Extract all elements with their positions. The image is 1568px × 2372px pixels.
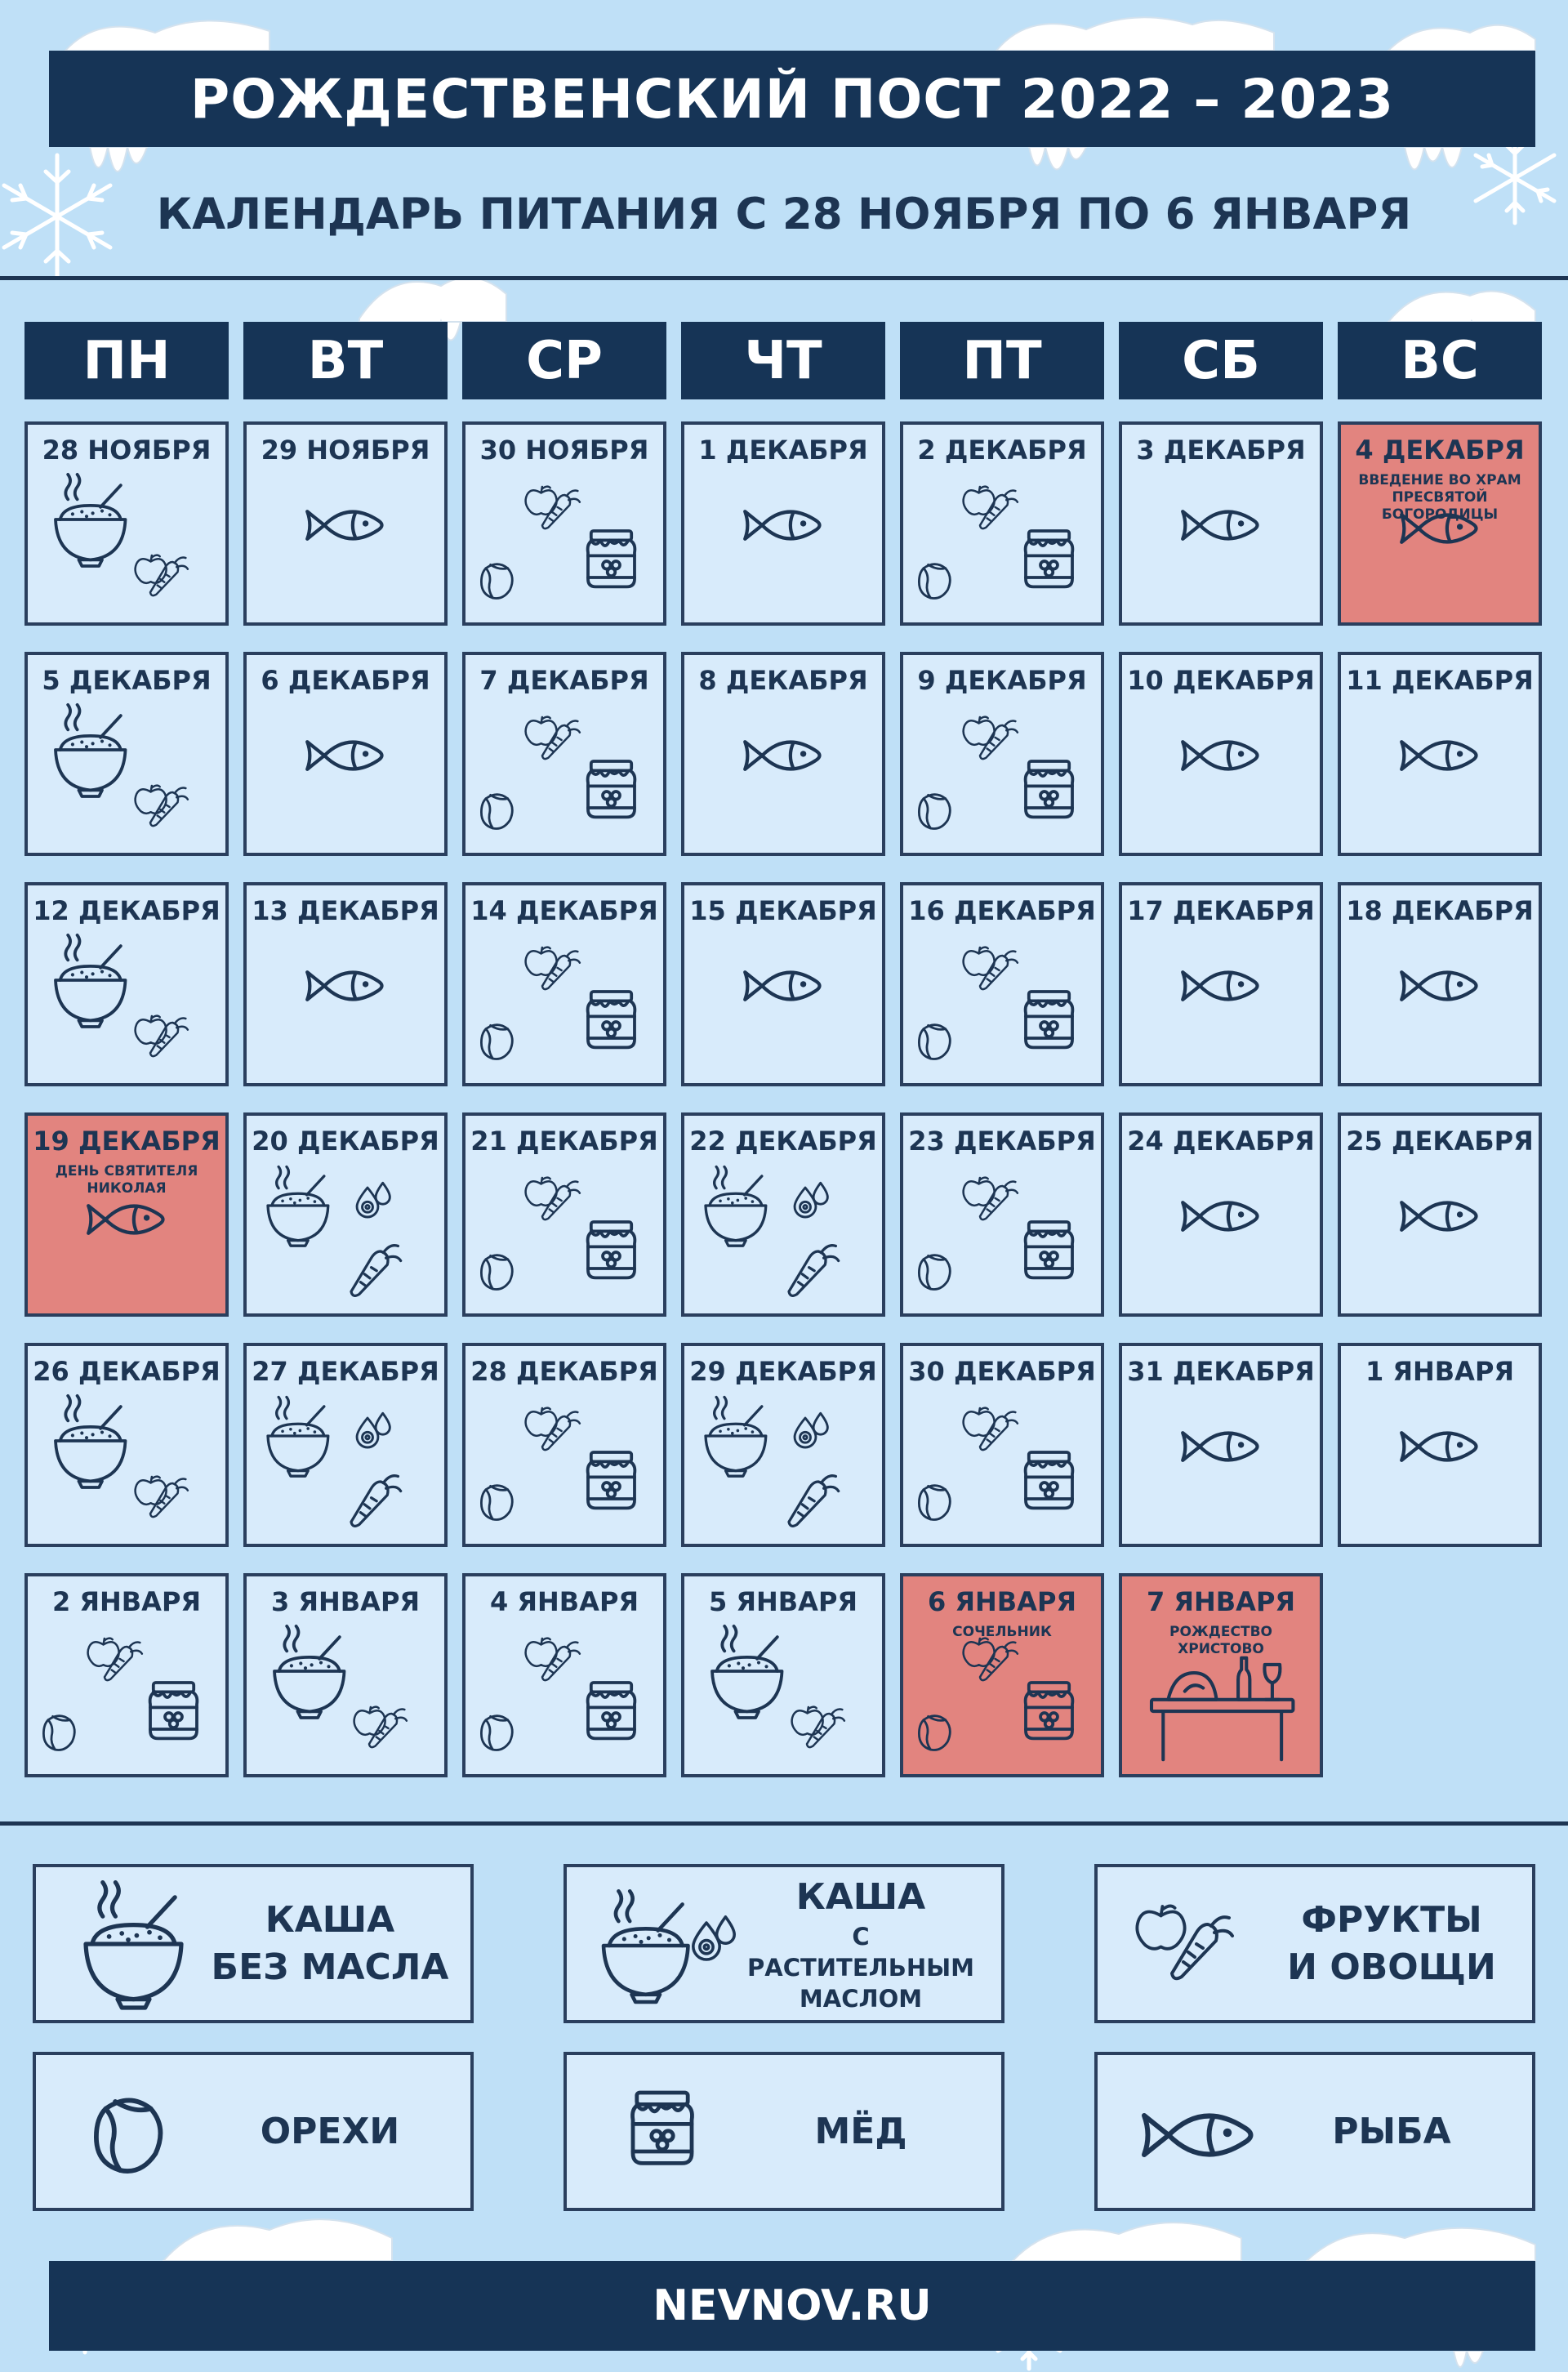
porridge-no-oil-icon [28,1385,225,1540]
fish-icon [1122,1155,1320,1310]
legend-label: ОРЕХИ [260,2110,400,2152]
calendar-date: 1 ДЕКАБРЯ [698,435,868,466]
weekday-header-sun: ВС [1338,322,1542,399]
legend-label: БЕЗ МАСЛА [211,1946,449,1988]
fruit-nuts-honey-icon [903,1616,1101,1771]
calendar-date: 7 ДЕКАБРЯ [479,665,649,696]
fish-icon [1341,500,1539,622]
nut-icon [49,2068,220,2199]
calendar-date: 6 ДЕКАБРЯ [261,665,430,696]
fruit-nuts-honey-icon [466,1616,663,1771]
fruit-vegetable-icon [1111,1880,1282,2011]
calendar-date: 5 ДЕКАБРЯ [42,665,212,696]
fish-icon [1341,925,1539,1080]
calendar-day [900,652,1104,856]
calendar-day [681,1112,885,1317]
calendar-day [681,1343,885,1547]
calendar-day [462,652,666,856]
holiday-note: РОЖДЕСТВО ХРИСТОВО [1169,1624,1272,1657]
calendar-day [243,882,448,1086]
fish-icon [1122,694,1320,849]
calendar-date: 20 ДЕКАБРЯ [252,1126,439,1157]
calendar-day [1119,882,1323,1086]
fish-icon [684,464,882,619]
calendar-day [900,421,1104,626]
calendar-date: 5 ЯНВАРЯ [708,1586,858,1617]
divider-bottom [0,1821,1568,1826]
calendar-day [24,421,229,626]
calendar-date: 16 ДЕКАБРЯ [908,895,1096,926]
calendar-date: 14 ДЕКАБРЯ [470,895,658,926]
fish-icon [1122,925,1320,1080]
calendar-day [1119,421,1323,626]
calendar-date: 12 ДЕКАБРЯ [33,895,220,926]
calendar-day [462,1112,666,1317]
legend-label: И ОВОЩИ [1287,1946,1496,1988]
calendar-date: 13 ДЕКАБРЯ [252,895,439,926]
fruit-nuts-honey-icon [466,925,663,1080]
calendar-date: 3 ДЕКАБРЯ [1136,435,1306,466]
honey-jar-icon [580,2068,751,2199]
fish-icon [1122,1385,1320,1540]
calendar-date: 10 ДЕКАБРЯ [1127,665,1315,696]
calendar-day [24,882,229,1086]
weekday-header-tue: ВТ [243,322,448,399]
calendar-date: 29 ДЕКАБРЯ [689,1356,877,1387]
footer-website[interactable]: NEVNOV.RU [49,2261,1535,2351]
calendar-date: 21 ДЕКАБРЯ [470,1126,658,1157]
calendar-date: 31 ДЕКАБРЯ [1127,1356,1315,1387]
divider-top [0,276,1568,280]
calendar-date: 24 ДЕКАБРЯ [1127,1126,1315,1157]
holiday-note: СОЧЕЛЬНИК [952,1624,1052,1640]
calendar-date: 9 ДЕКАБРЯ [917,665,1087,696]
fish-icon [1341,694,1539,849]
porridge-oil-icon [580,1880,751,2011]
calendar-date: 23 ДЕКАБРЯ [908,1126,1096,1157]
fish-icon [28,1191,225,1313]
calendar-day [900,882,1104,1086]
fruit-nuts-honey-icon [903,694,1101,849]
calendar-day [681,1573,885,1777]
calendar-date: 26 ДЕКАБРЯ [33,1356,220,1387]
calendar-day [24,1573,229,1777]
porridge-no-oil-icon [247,1616,444,1771]
holiday-note: ДЕНЬ СВЯТИТЕЛЯ НИКОЛАЯ [55,1163,198,1197]
calendar-day [1119,1573,1323,1777]
calendar-date: 28 НОЯБРЯ [42,435,212,466]
fruit-nuts-honey-icon [903,1385,1101,1540]
legend-item-fish [1094,2052,1535,2211]
fruit-nuts-honey-icon [466,464,663,619]
feast-table-icon [1122,1616,1320,1771]
fish-icon [247,464,444,619]
calendar-date: 22 ДЕКАБРЯ [689,1126,877,1157]
calendar-date: 6 ЯНВАРЯ [927,1586,1077,1617]
calendar-day [24,1112,229,1317]
calendar-day [462,1343,666,1547]
fruit-nuts-honey-icon [903,464,1101,619]
fruit-nuts-honey-icon [903,925,1101,1080]
porridge-oil-icon [247,1155,444,1310]
fish-icon [684,925,882,1080]
fruit-nuts-honey-icon [466,1155,663,1310]
fish-icon [1122,464,1320,619]
calendar-day [1338,1343,1542,1547]
calendar-day [462,1573,666,1777]
calendar-date: 28 ДЕКАБРЯ [470,1356,658,1387]
weekday-header-thu: ЧТ [681,322,885,399]
porridge-no-oil-icon [684,1616,882,1771]
fruit-nuts-honey-icon [466,694,663,849]
calendar-day [1338,421,1542,626]
calendar-day [243,1112,448,1317]
fruit-nuts-honey-icon [466,1385,663,1540]
legend-item-porridge-no-oil [33,1864,474,2023]
legend-item-fruit [1094,1864,1535,2023]
holiday-note: ВВЕДЕНИЕ ВО ХРАМ ПРЕСВЯТОЙ БОГОРОДИЦЫ [1358,472,1521,523]
weekday-header-wed: СР [462,322,666,399]
calendar-date: 1 ЯНВАРЯ [1365,1356,1515,1387]
porridge-oil-icon [247,1385,444,1540]
porridge-no-oil-icon [28,925,225,1080]
legend-item-honey [564,2052,1004,2211]
fish-icon [1341,1155,1539,1310]
calendar-date: 4 ДЕКАБРЯ [1355,435,1525,466]
porridge-icon [49,1880,220,2011]
calendar-day [243,1573,448,1777]
page-title: РОЖДЕСТВЕНСКИЙ ПОСТ 2022 – 2023 [49,51,1535,147]
calendar-day [24,1343,229,1547]
calendar-day [900,1343,1104,1547]
calendar-day [900,1112,1104,1317]
calendar-date: 2 ДЕКАБРЯ [917,435,1087,466]
calendar-date: 7 ЯНВАРЯ [1146,1586,1296,1617]
calendar-day [1119,652,1323,856]
fish-icon [247,694,444,849]
calendar-day [681,652,885,856]
legend-label: МЁД [814,2110,907,2152]
calendar-date: 4 ЯНВАРЯ [489,1586,639,1617]
calendar-day [1119,1112,1323,1317]
calendar-date: 27 ДЕКАБРЯ [252,1356,439,1387]
calendar-day [243,652,448,856]
calendar-day [1338,882,1542,1086]
calendar-day [681,421,885,626]
fish-icon [684,694,882,849]
legend-label: ФРУКТЫ [1301,1898,1482,1941]
weekday-header-sat: СБ [1119,322,1323,399]
calendar-date: 8 ДЕКАБРЯ [698,665,868,696]
porridge-oil-icon [684,1155,882,1310]
calendar-date: 2 ЯНВАРЯ [51,1586,202,1617]
fish-icon [1111,2068,1282,2199]
calendar-date: 11 ДЕКАБРЯ [1346,665,1534,696]
porridge-no-oil-icon [28,694,225,849]
calendar-date: 29 НОЯБРЯ [261,435,430,466]
legend-item-porridge-oil [564,1864,1004,2023]
fruit-nuts-honey-icon [903,1155,1101,1310]
calendar-date: 19 ДЕКАБРЯ [33,1126,220,1157]
porridge-oil-icon [684,1385,882,1540]
page-subtitle: КАЛЕНДАРЬ ПИТАНИЯ С 28 НОЯБРЯ ПО 6 ЯНВАРЯ [156,189,1412,239]
calendar-date: 30 ДЕКАБРЯ [908,1356,1096,1387]
calendar-date: 30 НОЯБРЯ [479,435,649,466]
fish-icon [247,925,444,1080]
calendar-day [1338,652,1542,856]
calendar-date: 17 ДЕКАБРЯ [1127,895,1315,926]
legend-label: КАША [795,1875,926,1918]
calendar-day [243,1343,448,1547]
calendar-day [1338,1112,1542,1317]
weekday-header-fri: ПТ [900,322,1104,399]
calendar-day [900,1573,1104,1777]
calendar-date: 18 ДЕКАБРЯ [1346,895,1534,926]
calendar-date: 3 ЯНВАРЯ [270,1586,421,1617]
legend-label: С РАСТИТЕЛЬНЫМ МАСЛОМ [747,1922,974,2013]
fish-icon [1341,1385,1539,1540]
calendar-day [24,652,229,856]
calendar-day [462,882,666,1086]
legend-item-nuts [33,2052,474,2211]
porridge-no-oil-icon [28,464,225,619]
calendar-day [462,421,666,626]
calendar-day [681,882,885,1086]
calendar-day [243,421,448,626]
calendar-day [1119,1343,1323,1547]
calendar-date: 15 ДЕКАБРЯ [689,895,877,926]
legend-label: РЫБА [1332,2110,1451,2152]
fruit-nuts-honey-icon [28,1616,225,1771]
calendar-date: 25 ДЕКАБРЯ [1346,1126,1534,1157]
legend-label: КАША [265,1898,395,1941]
weekday-header-mon: ПН [24,322,229,399]
